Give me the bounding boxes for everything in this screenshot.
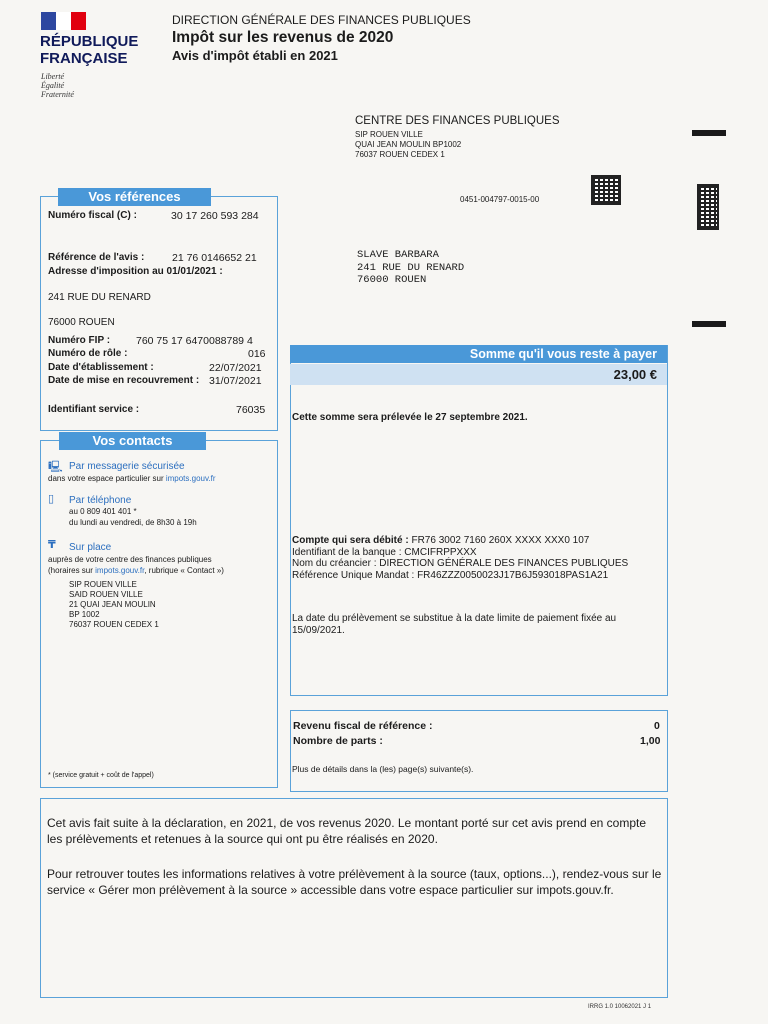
prelevement-date: Cette somme sera prélevée le 27 septembre 2021.: [292, 412, 528, 423]
phone-icon: ▯: [48, 493, 55, 505]
revenu-fiscal-value: 0: [654, 720, 660, 732]
centre-address: CENTRE DES FINANCES PUBLIQUES SIP ROUEN VILLE QUAI JEAN MOULIN BP1002 76037 ROUEN CEDEX 1: [355, 115, 560, 159]
service-id: 76035: [236, 404, 266, 416]
fiscal-number: 30 17 260 593 284: [171, 210, 259, 222]
sur-place-title: Sur place: [69, 542, 112, 553]
alignment-mark: [692, 321, 726, 327]
republique-francaise-logo: RÉPUBLIQUE FRANÇAISE: [40, 33, 139, 67]
impots-link[interactable]: impots.gouv.fr: [165, 474, 216, 483]
datamatrix-code-vertical: [697, 184, 719, 230]
computer-icon: 🖳: [48, 461, 63, 473]
bank-details: Compte qui sera débité : FR76 3002 7160 260X XXXX XXX0 107 Identifiant de la banque : CMCIFRPPXXX Nom du créancier : DIRECTION GÉNÉRALE DES FINANCES PUBLIQUES Référence Unique Mandat : FR46ZZZ0050023J17B6J593018PAS1A21: [292, 535, 629, 581]
datamatrix-code: [591, 175, 621, 205]
date-etablissement: 22/07/2021: [209, 362, 262, 374]
location-icon: ₸: [48, 539, 56, 551]
payment-header: Somme qu'il vous reste à payer: [290, 345, 667, 363]
service-note: * (service gratuit + coût de l'appel): [48, 772, 154, 779]
sip-address: SIP ROUEN VILLE SAID ROUEN VILLE 21 QUAI JEAN MOULIN BP 1002 76037 ROUEN CEDEX 1: [69, 580, 159, 629]
document-code: 0451-004797-0015-00: [460, 195, 540, 204]
payment-amount: 23,00 €: [290, 364, 667, 385]
date-recouvrement: 31/07/2021: [209, 375, 262, 387]
references-box: [40, 196, 278, 431]
payment-box: [290, 345, 668, 696]
fip-number: 760 75 17 6470088789 4: [136, 335, 253, 347]
avis-reference: 21 76 0146652 21: [172, 252, 257, 264]
marianne-flag: [41, 12, 86, 30]
footer-code: IRRG 1.0 10062021 J 1: [588, 1004, 652, 1010]
impots-link[interactable]: impots.gouv.fr: [95, 566, 145, 575]
document-title: Impôt sur les revenus de 2020: [172, 29, 394, 46]
centre-name: CENTRE DES FINANCES PUBLIQUES: [355, 115, 560, 127]
telephone-title: Par téléphone: [69, 495, 132, 506]
alignment-mark: [692, 130, 726, 136]
messagerie-title[interactable]: Par messagerie sécurisée: [69, 461, 185, 472]
info-paragraph-2: Pour retrouver toutes les informations relatives à votre prélèvement à la source (taux, options...), rendez-vous sur le service « Gérer mon prélèvement à la source » accessible dans votre espace particulier sur impots.gouv.fr.: [47, 867, 662, 897]
substitution-note: La date du prélèvement se substitue à la date limite de paiement fixée au 15/09/2021.: [292, 613, 617, 636]
contacts-title: Vos contacts: [59, 432, 206, 450]
phone-number: au 0 809 401 401 *: [69, 507, 137, 516]
role-number: 016: [248, 348, 266, 360]
recipient-address: SLAVE BARBARA 241 RUE DU RENARD 76000 ROUEN: [357, 249, 465, 286]
document-subtitle: Avis d'impôt établi en 2021: [172, 48, 338, 63]
references-title: Vos références: [58, 188, 211, 206]
motto: Liberté Égalité Fraternité: [41, 72, 74, 99]
direction-title: DIRECTION GÉNÉRALE DES FINANCES PUBLIQUES: [172, 13, 471, 27]
info-paragraph-1: Cet avis fait suite à la déclaration, en 2021, de vos revenus 2020. Le montant porté sur cet avis prend en compte les prélèvements et retenues à la source qui ont pu être réalisés en 2020.: [47, 816, 647, 846]
parts-value: 1,00: [640, 735, 661, 747]
